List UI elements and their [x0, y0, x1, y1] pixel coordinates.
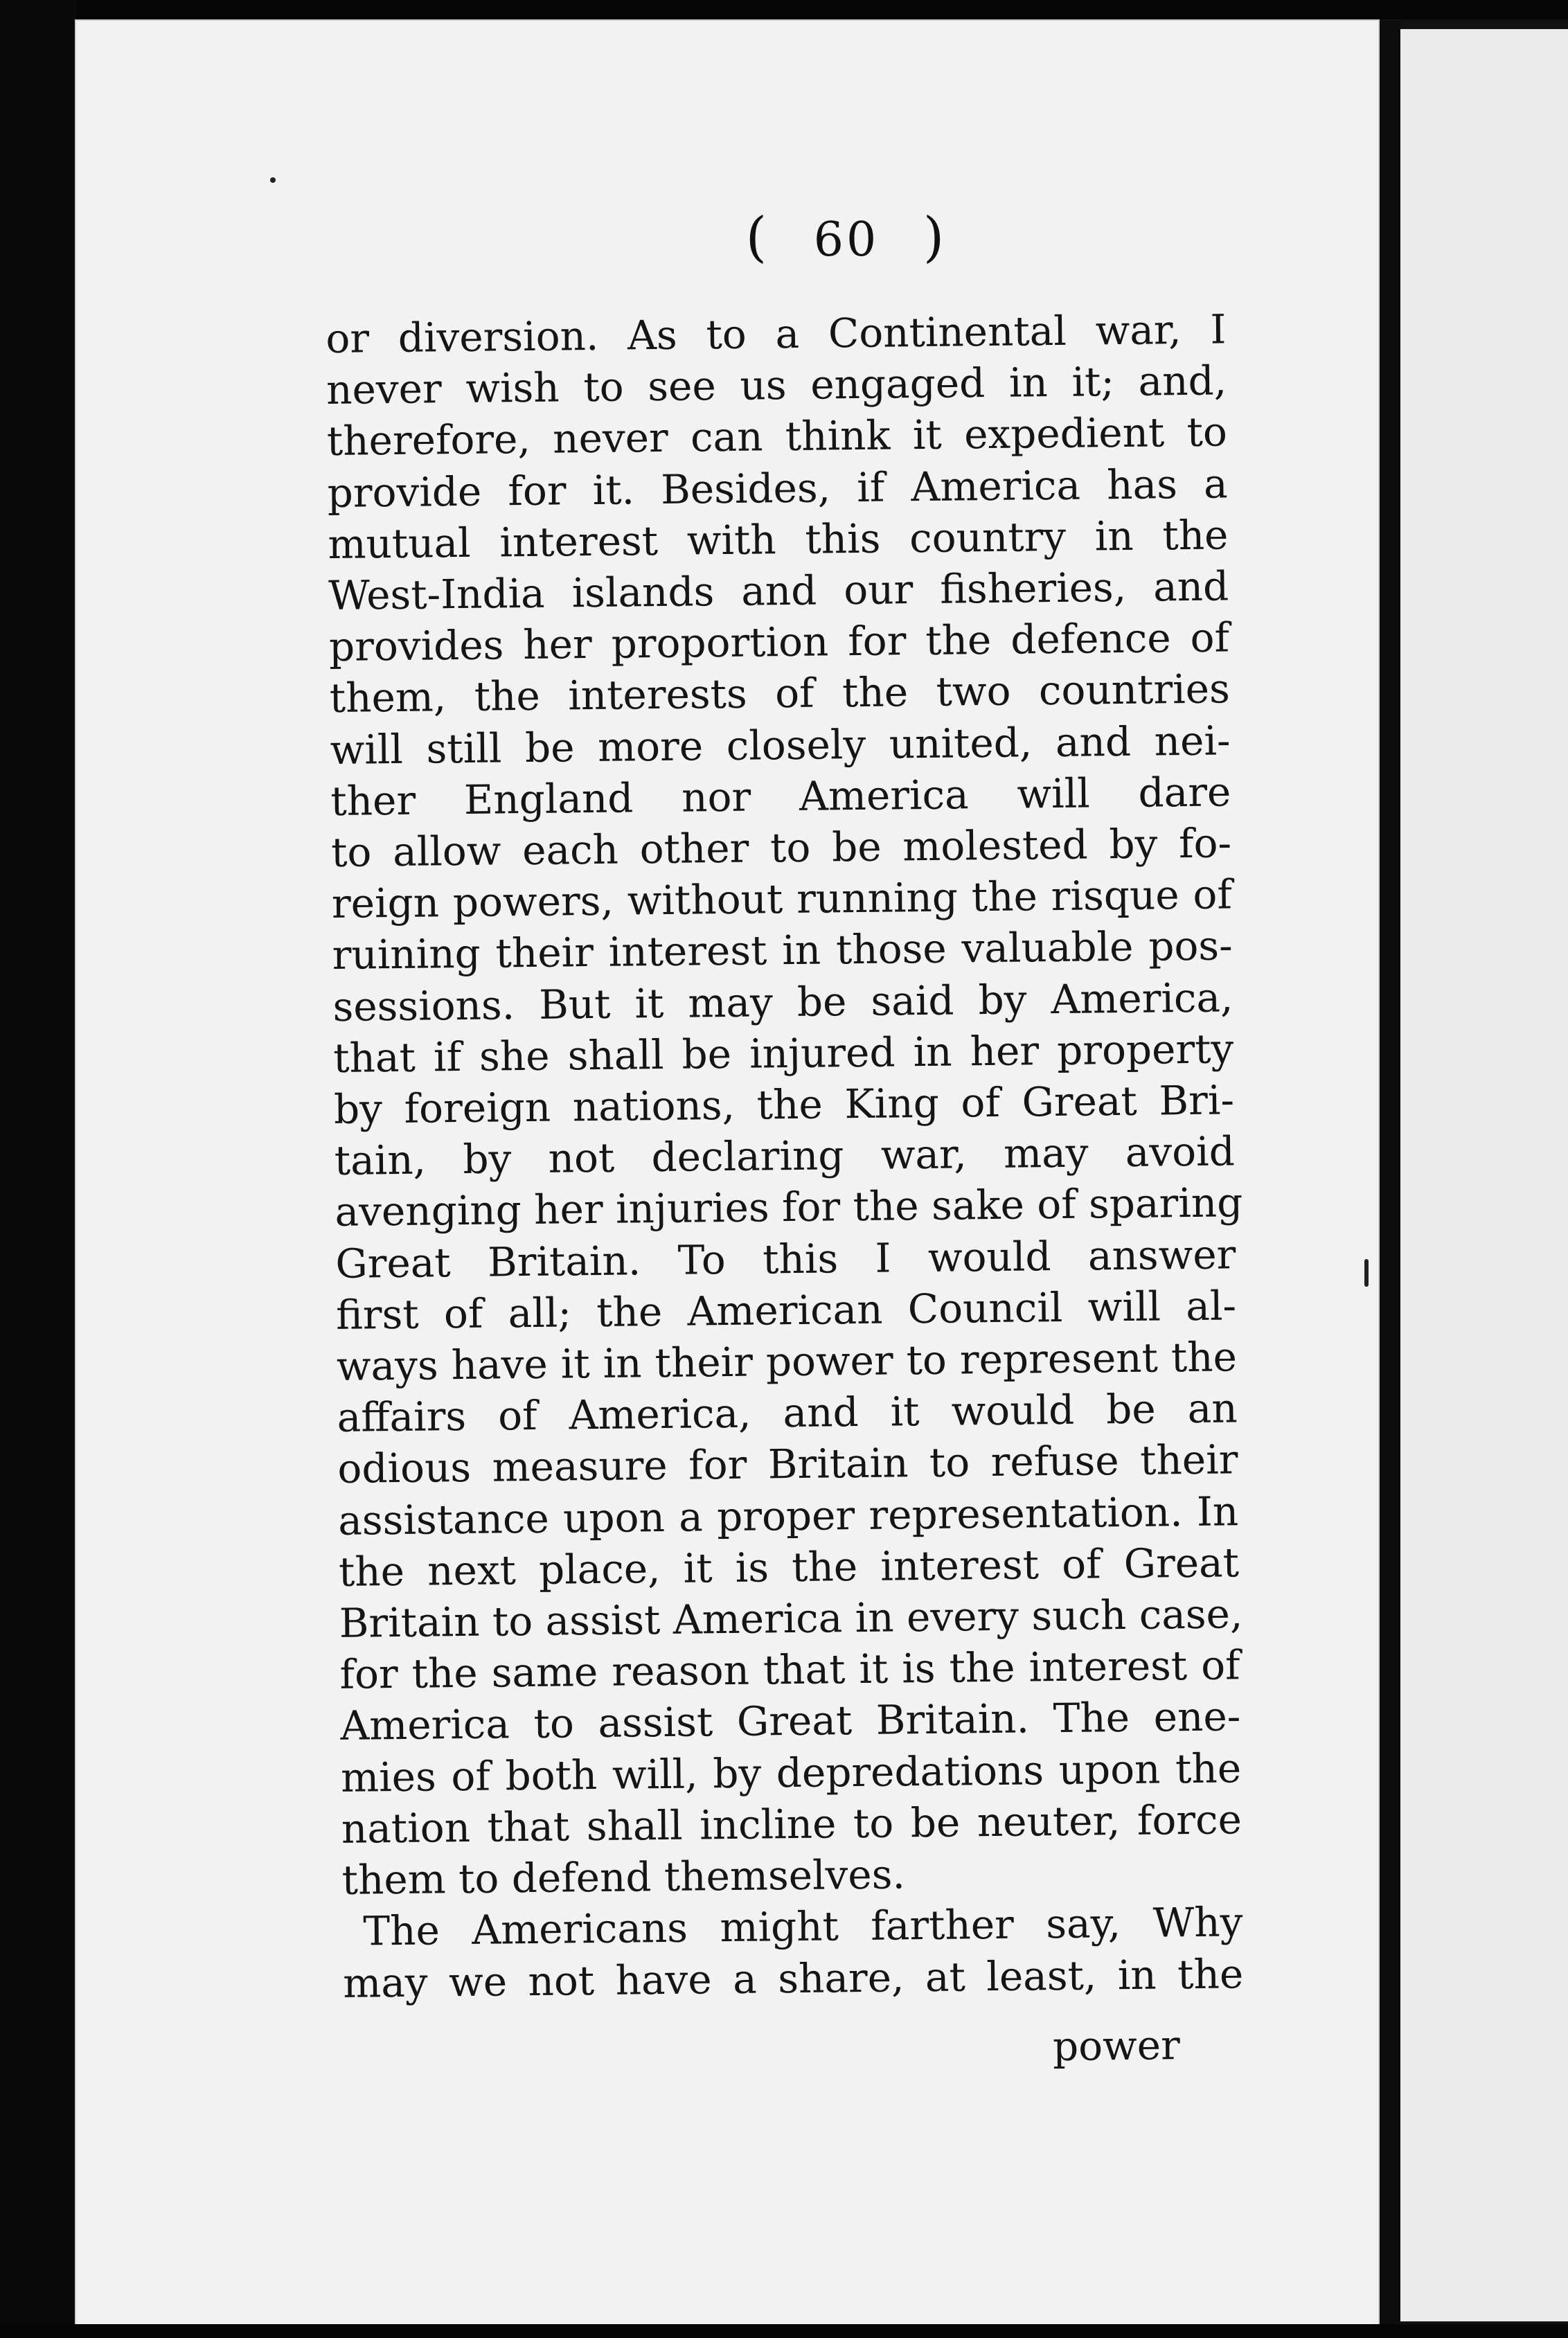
text-line: never wish to see us engaged in it; and,	[326, 357, 1227, 414]
text-line: to allow each other to be molested by fo-	[330, 819, 1232, 876]
scan-top-border	[0, 0, 1568, 19]
catchword: power	[1052, 2022, 1181, 2070]
ink-speck	[1364, 1259, 1369, 1287]
text-line: avenging her injuries for the sake of sparing	[335, 1179, 1243, 1236]
text-line: The Americans might farther say, Why	[363, 1898, 1243, 1955]
ink-speck	[270, 177, 276, 183]
body-text	[326, 303, 1244, 2008]
text-line: odious measure for Britain to refuse their	[337, 1436, 1238, 1493]
text-line: Great Britain. To this I would answer	[335, 1230, 1236, 1287]
scan-bottom-border	[0, 2324, 1568, 2338]
text-line: may we not have a share, at least, in the	[342, 1949, 1244, 2007]
text-line: will still be more closely united, and nei-	[330, 716, 1231, 774]
text-line: nation that shall incline to be neuter, force	[341, 1796, 1242, 1853]
text-line: provide for it. Besides, if America has a	[327, 459, 1229, 517]
text-line: ther England nor America will dare	[330, 768, 1231, 825]
folio-number: 60	[813, 213, 880, 267]
text-line: that if she shall be injured in her property	[332, 1025, 1234, 1082]
text-line: or diversion. As to a Continental war, I	[326, 305, 1227, 362]
text-line: therefore, never can think it expedient to	[326, 408, 1228, 465]
text-line: affairs of America, and it would be an	[337, 1384, 1238, 1442]
text-line: West-India islands and our fisheries, and	[328, 562, 1229, 619]
text-line: mutual interest with this country in the	[328, 511, 1229, 568]
text-line: ruining their interest in those valuable pos-	[332, 922, 1233, 979]
book-gutter	[1380, 21, 1400, 2327]
facing-page-edge	[1400, 29, 1568, 2321]
text-line: America to assist Great Britain. The ene-	[340, 1693, 1241, 1750]
text-line: tain, by not declaring war, may avoid	[334, 1127, 1236, 1185]
text-line: ways have it in their power to represent the	[336, 1333, 1238, 1390]
folio-close-paren: )	[923, 206, 947, 269]
page-number	[0, 206, 1568, 269]
text-line: by foreign nations, the King of Great Bri-	[333, 1076, 1235, 1133]
text-line: them, the interests of the two countries	[329, 665, 1231, 722]
text-line: reign powers, without running the risque of	[331, 871, 1233, 928]
scan-left-border	[0, 0, 76, 2338]
text-line: sessions. But it may be said by America,	[332, 973, 1233, 1030]
text-line: for the same reason that it is the interest of	[339, 1641, 1240, 1699]
text-line: first of all; the American Council will al-	[335, 1282, 1237, 1339]
text-line: provides her proportion for the defence of	[328, 614, 1230, 671]
text-line: Britain to assist America in every such case,	[339, 1590, 1243, 1647]
folio-open-paren: (	[745, 206, 770, 269]
text-line: mies of both will, by depredations upon the	[340, 1744, 1242, 1801]
text-line: them to defend themselves.	[341, 1850, 906, 1904]
text-line: assistance upon a proper representation. In	[337, 1487, 1239, 1544]
text-line: the next place, it is the interest of Great	[338, 1539, 1240, 1596]
